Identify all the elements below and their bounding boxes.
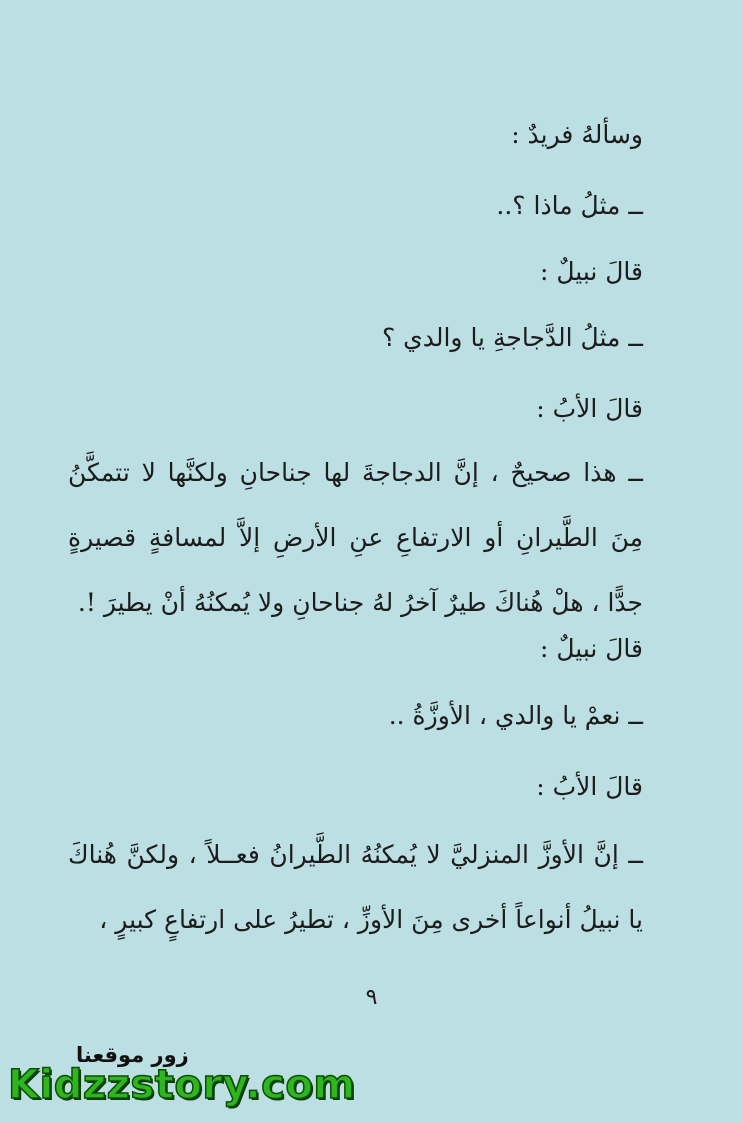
page-number: ٩ — [365, 985, 378, 1010]
paragraph-chicken-explanation: ــ هذا صحيحٌ ، إنَّ الدجاجةَ لها جناحانِ ولكنَّها لا تتمكَّنُ مِنَ الطَّيرانِ أو الارتفاعِ عنِ الأرضِ إلاَّ لمسافةٍ قصيرةٍ جدًّا ، هلْ هُناكَ طيرٌ آخرُ لهُ جناحانِ ولا يُمكنُهُ أنْ يطيرَ !. — [68, 458, 643, 617]
text-line-like-what: ــ مثلُ ماذا ؟.. — [496, 191, 643, 220]
paragraph-goose-explanation: ــ إنَّ الأوزَّ المنزليَّ لا يُمكنُهُ الطَّيرانُ فعــلاً ، ولكنَّ هُناكَ يا نبيلُ أنواعاً أخرى مِنَ الأوزِّ ، تطيرُ على ارتفاعٍ كبيرٍ ، — [68, 840, 643, 934]
text-line-goose-answer: ــ نعمْ يا والدي ، الأوزَّةُ .. — [388, 701, 643, 730]
watermark-logo: Kidzzstory.com — [8, 1062, 356, 1108]
text-line-father-said-2: قالَ الأبُ : — [536, 772, 643, 801]
text-line-nabil-said: قالَ نبيلٌ : — [539, 257, 643, 286]
text-line-farid-asked: وسألهُ فريدٌ : — [511, 120, 643, 149]
text-line-nabil-said-2: قالَ نبيلٌ : — [539, 634, 643, 663]
text-line-like-chicken: ــ مثلُ الدَّجاجةِ يا والدي ؟ — [381, 323, 643, 352]
watermark-visit-text: زور موقعنا — [76, 1043, 189, 1067]
text-line-father-said: قالَ الأبُ : — [536, 394, 643, 423]
